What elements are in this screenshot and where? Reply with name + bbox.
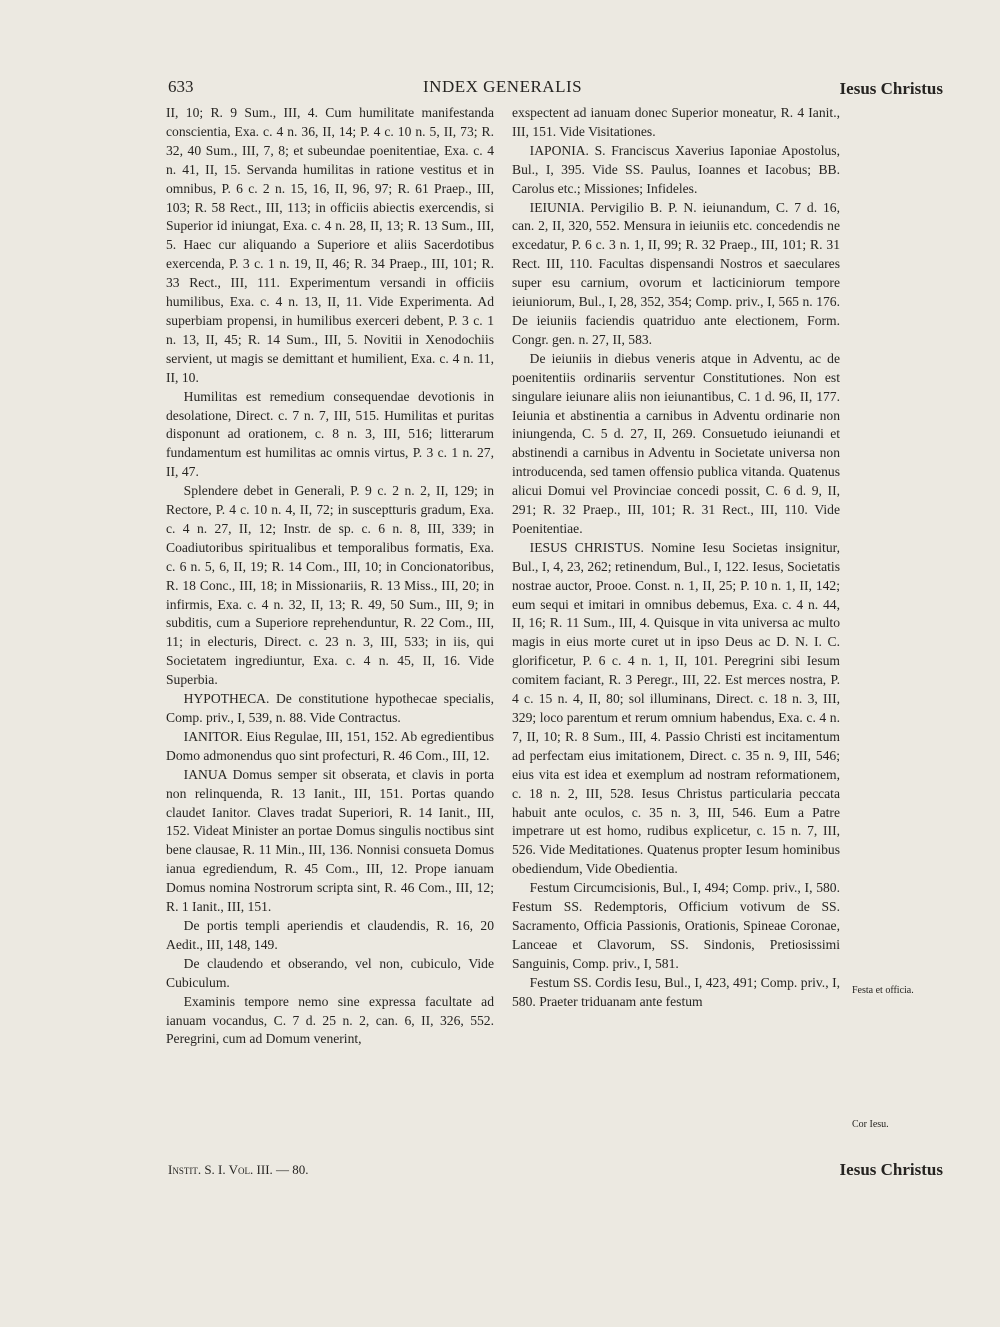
paragraph: IANUA Domus semper sit obserata, et clavis in porta non relinquenda, R. 13 Ianit., III, 151. Portas quando claudet Ianitor. Claves tradat Superiori, R. 14 Ianit., III, 152. Videat Minister an portae Domus singulis noctibus sint bene clausae, R. 11 Min., III, 136. Nonnisi consueta Domus ianua egrediendum, R. 45 Com., III, 12. Prope ianuam Domus nomina Nostrorum scripta sint, R. 46 Com., III, 12; R. 1 Ianit., III, 151. [166, 766, 494, 915]
paragraph: IAPONIA. S. Franciscus Xaverius Iaponiae Apostolus, Bul., I, 395. Vide SS. Paulus, Ioannes et Iacobus; BB. Carolus etc.; Missiones; Infideles. [512, 142, 840, 196]
page-footer [168, 1160, 943, 1184]
paragraph: De ieiuniis in diebus veneris atque in Adventu, ac de poenitentiis ordinariis serventur Constitutiones. Non est singulare ieiunare aliis non ieiunantibus, C. 1 d. 96, II, 177. Ieiunia et abstinentia a carnibus in Adventu ordinarie non iniungenda, C. 5 d. 27, II, 269. Consuetudo ieiunandi et abstinendi a carnibus in Adventu in Societate universa non introducenda, sed tamen offensio publica vitanda. Quatenus alicui Domui vel Provinciae concedi possit, C. 6 d. 9, II, 291; R. 32 Praep., III, 101; R. 31 Rect., III, 110. Vide Poenitentiae. [512, 350, 840, 536]
paragraph: Festum Circumcisionis, Bul., I, 494; Comp. priv., I, 580. Festum SS. Redemptoris, Officium votivum de SS. Sacramento, Officia Passionis, Orationis, Spineae Coronae, Lanceae et Clavorum, SS. Sindonis, Pretiosissimi Sanguinis, Comp. priv., I, 581. [512, 880, 840, 971]
page-title: INDEX GENERALIS [423, 77, 583, 96]
footer-volume: Instit. S. I. Vol. III. — 80. [168, 1162, 309, 1177]
paragraph: IESUS CHRISTUS. Nomine Iesu Societas insignitur, Bul., I, 4, 23, 262; retinendum, Bul., I, 122. Iesus, Societatis nostrae auctor, Prooe. Const. n. 1, II, 25; P. 10 n. 1, II, 142; eum sequi et imitari in omnibus debemus, Exa. c. 4 n. 44, II, 16; R. 11 Sum., III, 4. Quisque in vita universa ac multo magis in eius morte curet ut in ipso Deus ac D. N. I. C. glorificetur, P. 6 c. 4 n. 1, II, 101. Peregrini sibi Iesum comitem faciant, R. 3 Peregr., III, 22. Est merces nostra, P. 4 c. 15 n. 4, II, 80; sol illuminans, Direct. c. 18 n. 3, III, 329; loco parentum et rerum omnium habendus, Exa. c. 4 n. 7, II, 10; R. 8 Sum., III, 4. Passio Christi est incitamentum ad perfectam eius imitationem, Direct. c. 35 n. 9, III, 546; eius vita est idea et exemplum ad nostram reformationem, c. 18 n. 2, III, 528. Iesus Christus particularia peccata habuit ante oculos, c. 35 n. 3, III, 546. Eum a Patre impetrare ut est homo, rudibus explicetur, c. 15 n. 7, III, 526. Vide Meditationes. Quatenus propter Iesum hominibus obediendum, Vide Obedientia. [512, 539, 840, 877]
margin-note-festa: Festa et officia. [852, 985, 914, 996]
paragraph: IEIUNIA. Pervigilio B. P. N. ieiunandum, C. 7 d. 16, can. 2, II, 320, 552. Mensura in ieiuniis etc. concedendis ne excedatur, P. 6 c. 3 n. 1, II, 99; R. 32 Praep., III, 101; R. 31 Rect. III, 110. Facultas dispensandi Nostros et saeculares super esu carnium, ovorum et lacticiniorum tempore ieiuniorum, Bul., I, 28, 352, 354; Comp. priv., I, 565 n. 176. De ieiuniis faciendis quatriduo ante electionem, Form. Congr. gen. n. 27, II, 583. [512, 199, 840, 347]
left-column [166, 104, 494, 1049]
page-number: 633 [168, 77, 194, 96]
paragraph: Splendere debet in Generali, P. 9 c. 2 n. 2, II, 129; in Rectore, P. 4 c. 10 n. 4, II, 72; in susceptturis gradum, Exa. c. 4 n. 27, II, 12; Instr. de sp. c. 6 n. 8, III, 339; in Coadiutoribus spiritualibus et temporalibus formatis, Exa. c. 6 n. 5, 6, II, 19; R. 14 Com., III, 10; in Concionatoribus, R. 18 Conc., III, 18; in Missionariis, R. 13 Miss., III, 20; in infirmis, Exa. c. 4 n. 32, II, 13; R. 49, 50 Sum., III, 9; in subditis, cum a Superiore reprehenduntur, R. 22 Com., III, 11; in electuris, Direct. c. 23 n. 3, III, 533; in iis, qui Societatem ingrediuntur, Exa. c. 4 n. 45, II, 16. Vide Superbia. [166, 483, 494, 688]
paragraph: exspectent ad ianuam donec Superior moneatur, R. 4 Ianit., III, 151. Vide Visitationes. [512, 105, 840, 139]
margin-note-cor: Cor Iesu. [852, 1119, 889, 1130]
footer-running-head: Iesus Christus [839, 1160, 943, 1179]
running-head: Iesus Christus [839, 79, 943, 98]
paragraph: II, 10; R. 9 Sum., III, 4. Cum humilitate manifestanda conscientia, Exa. c. 4 n. 36, II, 14; P. 4 c. 10 n. 5, II, 73; R. 32, 40 Sum., III, 7, 8; et subeundae poenitentiae, Exa. c. 4 n. 41, II, 15. Servanda humilitas in ratione vestitus et in omnibus, P. 6 c. 2 n. 15, 16, II, 96, 97; R. 61 Praep., III, 103; R. 58 Rect., III, 113; in officiis abiectis exercendis, si Superior id iniungat, Exa. c. 4 n. 28, II, 13; R. 13 Sum., III, 5. Haec cur aliquando a Superiore et aliis Sacerdotibus exercenda, P. 3 c. 1 n. 19, II, 46; R. 34 Praep., III, 101; R. 33 Rect., III, 111. Experimentum versandi in officiis humilibus, Exa. c. 4 n. 13, II, 11. Vide Experimenta. Ad superbiam propensi, in humilibus exerceri debent, P. 3 c. 1 n. 13, II, 45; R. 14 Sum., III, 5. Novitii in Xenodochiis servient, ut magis se demittant et humilient, Exa. c. 4 n. 11, II, 10. [166, 105, 494, 385]
paragraph: Humilitas est remedium consequendae devotionis in desolatione, Direct. c. 7 n. 7, III, 515. Humilitas et puritas disponunt ad orationem, c. 8 n. 3, III, 516; litterarum fundamentum est humilitas ac omnis virtus, P. 3 c. 1 n. 27, II, 47. [166, 388, 494, 480]
paragraph: Examinis tempore nemo sine expressa facultate ad ianuam vocandus, C. 7 d. 25 n. 2, can. 6, II, 326, 552. Peregrini, cum ad Domum venerint, [166, 993, 494, 1047]
paragraph: De claudendo et obserando, vel non, cubiculo, Vide Cubiculum. [166, 955, 494, 990]
paragraph: IANITOR. Eius Regulae, III, 151, 152. Ab egredientibus Domo admonendus quo sint profecturi, R. 46 Com., III, 12. [166, 728, 494, 763]
paragraph: De portis templi aperiendis et claudendis, R. 16, 20 Aedit., III, 148, 149. [166, 917, 494, 952]
page-header [168, 77, 943, 105]
paragraph: Festum SS. Cordis Iesu, Bul., I, 423, 491; Comp. priv., I, 580. Praeter triduanam ante festum [512, 974, 840, 1009]
right-column [512, 104, 840, 1012]
paragraph: HYPOTHECA. De constitutione hypothecae specialis, Comp. priv., I, 539, n. 88. Vide Contractus. [166, 691, 494, 725]
